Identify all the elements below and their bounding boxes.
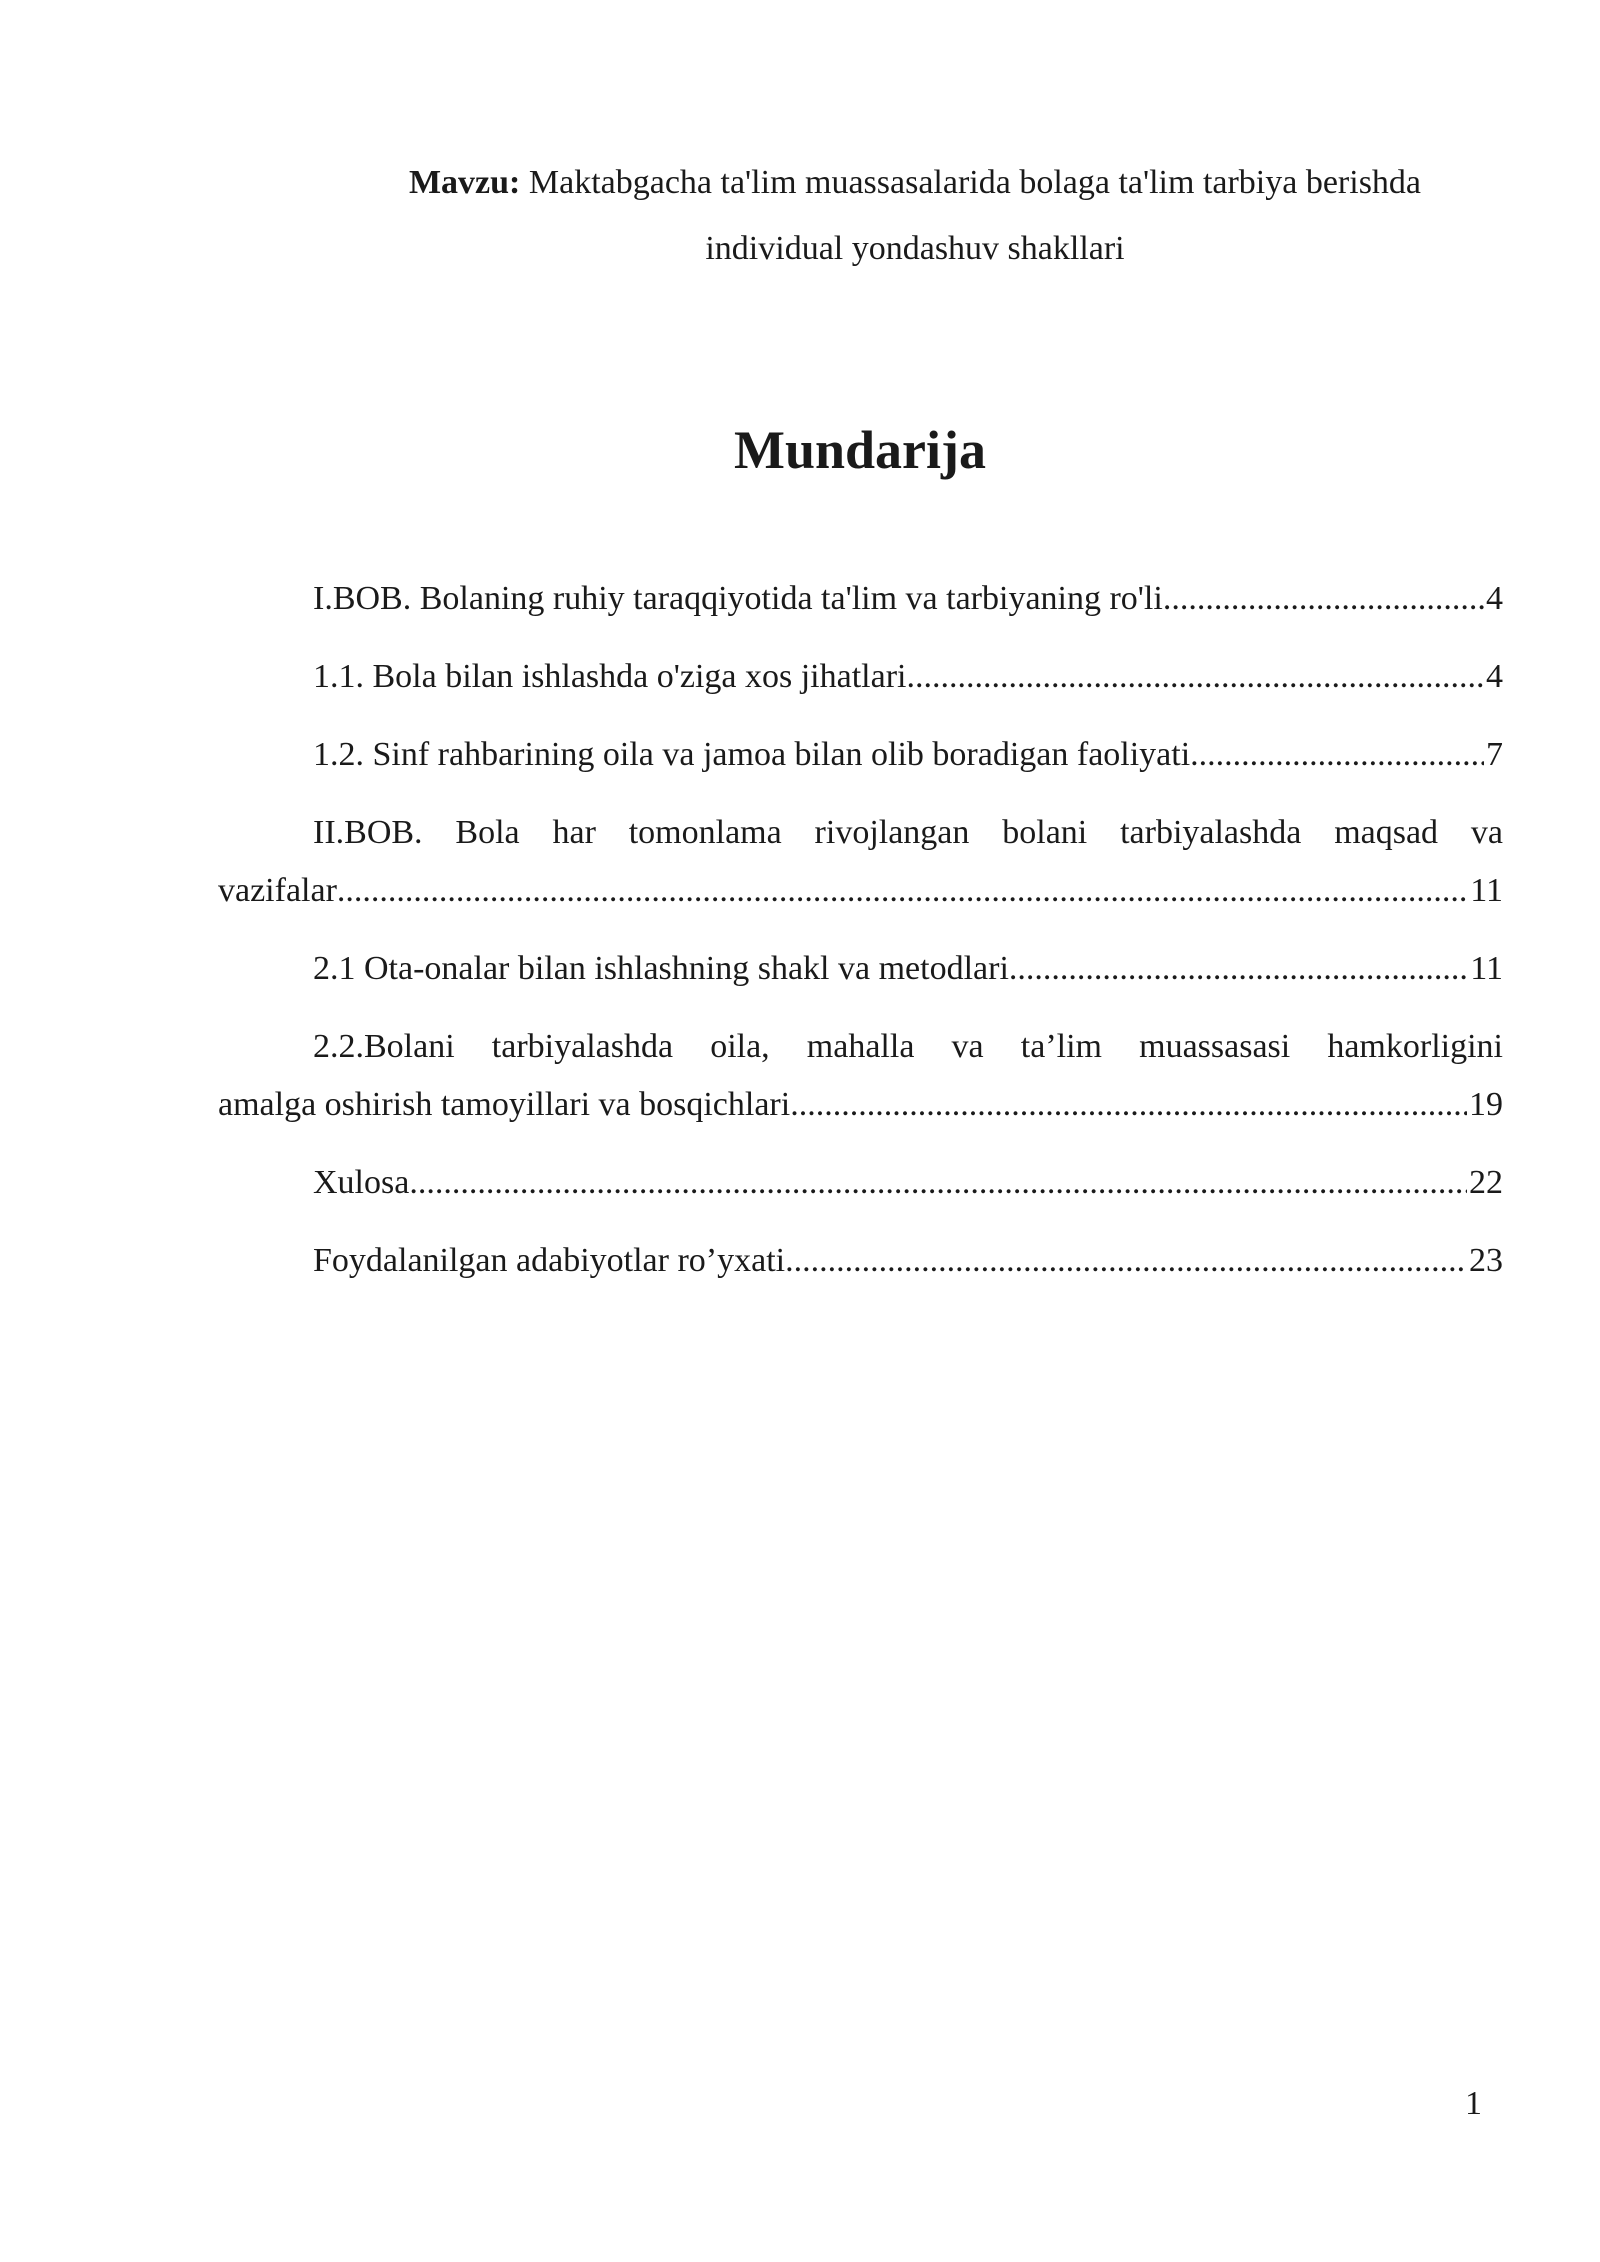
toc-page-number: 4 — [1486, 580, 1503, 617]
toc-entry-text-line-1: 2.2.Bolani tarbiyalashda oila, mahalla va ta’lim muassasasi hamkorligini — [313, 1028, 1503, 1065]
toc-entry-4[interactable] — [218, 804, 1503, 920]
toc-entry-text: Xulosa — [313, 1164, 410, 1201]
topic-title-line-2: individual yondashuv shakllari — [705, 230, 1125, 267]
dot-leader — [337, 862, 1468, 920]
dot-leader — [790, 1076, 1467, 1134]
toc-entry-3[interactable] — [218, 726, 1503, 784]
dot-leader — [1163, 570, 1484, 628]
toc-entry-6[interactable] — [218, 1018, 1503, 1134]
topic-block — [340, 150, 1490, 282]
toc-entry-text: 1.1. Bola bilan ishlashda o'ziga xos jihatlari — [313, 658, 907, 695]
toc-entry-text: I.BOB. Bolaning ruhiy taraqqiyotida ta'lim va tarbiyaning ro'li — [313, 580, 1163, 617]
toc-heading: Mundarija — [733, 420, 987, 480]
dot-leader — [1009, 940, 1468, 998]
dot-leader — [409, 1154, 1467, 1212]
topic-label: Mavzu: — [408, 164, 521, 201]
toc-page-number: 11 — [1470, 950, 1503, 987]
toc-entry-text-line-2: amalga oshirish tamoyillari va bosqichlari — [218, 1086, 791, 1123]
dot-leader — [1190, 726, 1484, 784]
toc-entry-1[interactable] — [218, 570, 1503, 628]
toc-page-number: 22 — [1469, 1164, 1503, 1201]
topic-title-line-1: Maktabgacha ta'lim muassasalarida bolaga ta'lim tarbiya berishda — [528, 164, 1422, 201]
toc-entry-text: Foydalanilgan adabiyotlar ro’yxati — [313, 1242, 786, 1279]
toc-page-number: 7 — [1486, 736, 1503, 773]
toc-page-number: 23 — [1469, 1242, 1503, 1279]
toc-entry-text-line-1: II.BOB. Bola har tomonlama rivojlangan bolani tarbiyalashda maqsad va — [313, 814, 1503, 851]
toc-page-number: 11 — [1470, 872, 1503, 909]
toc-page-number: 19 — [1469, 1086, 1503, 1123]
toc-page-number: 4 — [1486, 658, 1503, 695]
table-of-contents — [218, 570, 1503, 1310]
toc-entry-text: 1.2. Sinf rahbarining oila va jamoa bilan olib boradigan faoliyati — [313, 736, 1191, 773]
toc-entry-5[interactable] — [218, 940, 1503, 998]
toc-entry-2[interactable] — [218, 648, 1503, 706]
toc-entry-7[interactable] — [218, 1154, 1503, 1212]
page-number: 1 — [1465, 2085, 1482, 2122]
toc-entry-text: 2.1 Ota-onalar bilan ishlashning shakl va metodlari — [313, 950, 1009, 987]
dot-leader — [785, 1232, 1467, 1290]
dot-leader — [906, 648, 1484, 706]
toc-entry-text-line-2: vazifalar — [218, 872, 337, 909]
topic-line-1 — [340, 150, 1490, 216]
toc-entry-8[interactable] — [218, 1232, 1503, 1290]
